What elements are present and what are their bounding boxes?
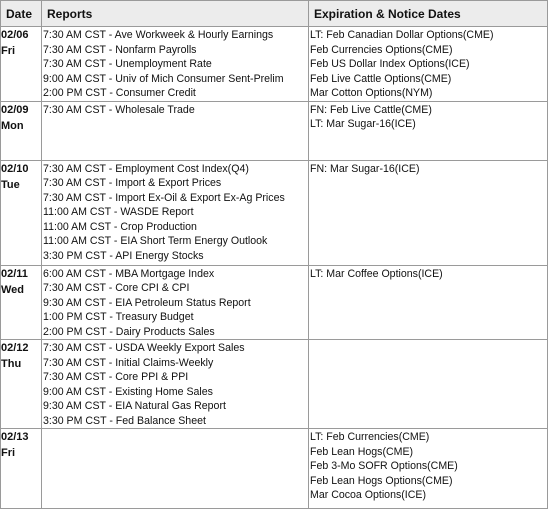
report-item: 3:30 PM CST - API Energy Stocks	[43, 249, 204, 262]
report-item: 9:00 AM CST - Univ of Mich Consumer Sent-Prelim	[43, 72, 284, 85]
expiration-cell	[309, 265, 548, 340]
report-item: 2:00 PM CST - Dairy Products Sales	[43, 325, 215, 338]
report-item: 7:30 AM CST - Unemployment Rate	[43, 58, 212, 70]
report-item: 6:00 AM CST - MBA Mortgage Index	[43, 267, 215, 280]
reports-cell	[42, 429, 309, 509]
table-row	[1, 101, 548, 160]
date-value: 02/12	[1, 342, 29, 354]
expiration-cell	[309, 429, 548, 509]
reports-cell	[42, 340, 309, 429]
expiration-item: Mar Cotton Options(NYM)	[310, 87, 433, 99]
weekday-label: Wed	[1, 283, 25, 296]
expiration-item: LT: Mar Coffee Options(ICE)	[310, 267, 443, 280]
date-value: 02/10	[1, 162, 29, 175]
report-item: 7:30 AM CST - Import Ex-Oil & Export Ex-Ag Prices	[43, 191, 285, 204]
report-item: 11:00 AM CST - WASDE Report	[43, 206, 194, 218]
date-cell	[1, 265, 42, 340]
expiration-item: Feb Currencies Options(CME)	[310, 43, 453, 56]
date-column-header: Date	[1, 1, 42, 27]
report-item: 7:30 AM CST - Wholesale Trade	[43, 103, 195, 116]
expiration-cell	[309, 27, 548, 102]
expiration-cell	[309, 160, 548, 265]
weekday-label: Tue	[1, 178, 20, 191]
table-row	[1, 429, 548, 509]
expiration-column-header: Expiration & Notice Dates	[309, 1, 548, 27]
date-value: 02/09	[1, 103, 29, 116]
expiration-item: Feb Lean Hogs Options(CME)	[310, 474, 453, 487]
report-item: 7:30 AM CST - Nonfarm Payrolls	[43, 43, 197, 56]
report-item: 9:30 AM CST - EIA Natural Gas Report	[43, 400, 226, 412]
expiration-item: LT: Feb Canadian Dollar Options(CME)	[310, 29, 494, 41]
report-item: 7:30 AM CST - USDA Weekly Export Sales	[43, 342, 245, 354]
reports-cell	[42, 160, 309, 265]
expiration-item: Feb US Dollar Index Options(ICE)	[310, 58, 470, 70]
date-value: 02/06	[1, 29, 29, 41]
report-item: 7:30 AM CST - Initial Claims-Weekly	[43, 356, 214, 369]
table-row	[1, 340, 548, 429]
expiration-item: Feb 3-Mo SOFR Options(CME)	[310, 460, 458, 472]
weekday-label: Thu	[1, 358, 22, 370]
table-row	[1, 265, 548, 340]
report-item: 9:30 AM CST - EIA Petroleum Status Report	[43, 296, 251, 309]
reports-column-header: Reports	[42, 1, 309, 27]
weekday-label: Fri	[1, 447, 16, 459]
report-item: 1:00 PM CST - Treasury Budget	[43, 311, 194, 323]
header-row	[1, 1, 548, 27]
expiration-item: LT: Feb Currencies(CME)	[310, 431, 430, 443]
expiration-item: LT: Mar Sugar-16(ICE)	[310, 118, 416, 130]
expiration-item: Mar Cocoa Options(ICE)	[310, 489, 426, 501]
table-row	[1, 27, 548, 102]
expiration-item: FN: Mar Sugar-16(ICE)	[310, 162, 420, 175]
table-row	[1, 160, 548, 265]
expiration-item: Feb Live Cattle Options(CME)	[310, 72, 452, 85]
report-item: 7:30 AM CST - Ave Workweek & Hourly Earnings	[43, 29, 274, 41]
weekday-label: Mon	[1, 119, 24, 132]
report-item: 11:00 AM CST - EIA Short Term Energy Outlook	[43, 235, 268, 247]
date-cell	[1, 27, 42, 102]
expiration-item: FN: Feb Live Cattle(CME)	[310, 103, 432, 116]
reports-cell	[42, 265, 309, 340]
report-item: 7:30 AM CST - Import & Export Prices	[43, 177, 222, 189]
expiration-cell	[309, 101, 548, 160]
date-cell	[1, 101, 42, 160]
report-item: 11:00 AM CST - Crop Production	[43, 220, 197, 233]
calendar-body	[1, 27, 548, 509]
report-item: 7:30 AM CST - Employment Cost Index(Q4)	[43, 162, 249, 175]
report-item: 7:30 AM CST - Core PPI & PPI	[43, 371, 189, 383]
date-cell	[1, 429, 42, 509]
date-value: 02/13	[1, 431, 29, 443]
reports-cell	[42, 27, 309, 102]
date-cell	[1, 160, 42, 265]
reports-cell	[42, 101, 309, 160]
date-cell	[1, 340, 42, 429]
report-item: 7:30 AM CST - Core CPI & CPI	[43, 282, 190, 294]
report-item: 2:00 PM CST - Consumer Credit	[43, 87, 196, 99]
weekday-label: Fri	[1, 45, 16, 57]
report-item: 3:30 PM CST - Fed Balance Sheet	[43, 414, 206, 427]
expiration-item: Feb Lean Hogs(CME)	[310, 445, 414, 458]
date-value: 02/11	[1, 267, 28, 280]
report-item: 9:00 AM CST - Existing Home Sales	[43, 385, 213, 398]
expiration-cell	[309, 340, 548, 429]
